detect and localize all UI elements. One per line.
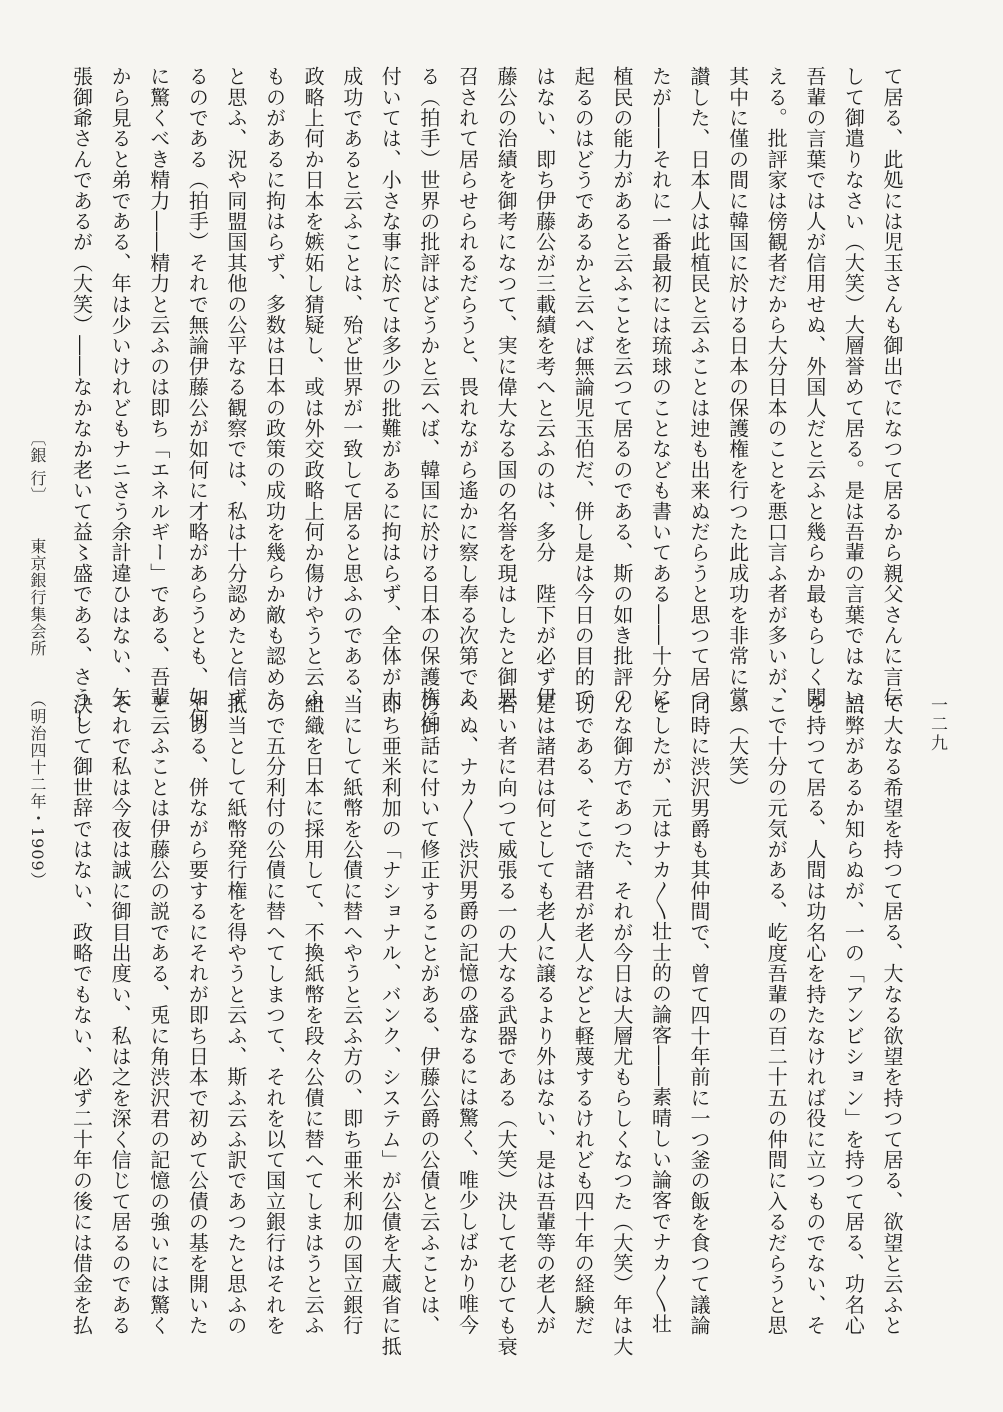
- text-column: をしたが、元はナカ〳〵壮士的の論客――素晴しい論客でナカ〳〵壮: [648, 694, 673, 1335]
- footer-venue: 東京銀行集会所: [28, 538, 47, 658]
- text-column: 即ち亜米利加の「ナショナル、バンク、システム」が公債を大蔵省に抵: [378, 694, 403, 1357]
- text-column: 付いては、小さな事に於ては多少の批難があるに拘はらず、全体が大: [378, 66, 403, 708]
- text-column: 讃した、日本人は此植民と云ふことは迚も出来ぬだらうと思つて居つ: [687, 66, 712, 708]
- text-column: 吾輩の言葉では人が信用せぬ、外国人だと云ふと幾らか最もらしく聞: [802, 66, 827, 708]
- text-column: 当にして紙幣を公債に替へやうと云ふ方の、即ち亜米利加の国立銀行: [339, 694, 364, 1336]
- text-column: 組織を日本に採用して、不換紙幣を段々公債に替へてしまはうと云ふ: [301, 694, 326, 1336]
- text-block-top: [62, 66, 911, 729]
- text-column: から見ると弟である、年は少いけれどもナニさう余計違ひはない、矢: [108, 66, 133, 708]
- text-column: 決して御世辞ではない、政略でもない、必ず二十年の後には借金を払: [69, 694, 94, 1336]
- text-column: である、併ながら要するにそれが即ち日本で初めて公債の基を開いた: [185, 694, 210, 1336]
- text-column: 若い者に向つて威張る一の大なる武器である（大笑）決して老ひても衰: [494, 694, 519, 1357]
- footer-date: （明治四十二年・1909）: [28, 691, 47, 889]
- page-number: 一二九: [927, 696, 947, 753]
- text-column: と思ふ、況や同盟国其他の公平なる観察では、私は十分認めたと信ず: [223, 66, 248, 708]
- text-column: 抵当として紙幣発行権を得やうと云ふ、斯ふ云ふ訳であつたと思ふの: [223, 694, 248, 1336]
- text-column: ふ（大笑）: [725, 694, 750, 798]
- text-column: 張御爺さんであるが（大笑）――なかなか老いて益〻盛である、さうし: [69, 66, 94, 729]
- text-column: ものがあるに拘はらず、多数は日本の政策の成功を幾らか敵も認めた: [262, 66, 287, 708]
- text-column: へぬ、ナカ〳〵渋沢男爵の記憶の盛なるには驚く、唯少しばかり唯今: [455, 694, 480, 1335]
- text-column: 藤公の治績を御考になつて、実に偉大なる国の名誉を現はしたと御思: [494, 66, 519, 708]
- text-column: 其中に僅の間に韓国に於ける日本の保護権を行つた此成功を非常に賞: [725, 66, 750, 708]
- text-column: る（拍手）世界の批評はどうかと云へば、韓国に於ける日本の保護権に: [416, 66, 441, 729]
- text-column: ので五分利付の公債に替へてしまつて、それを以て国立銀行はそれを: [262, 694, 287, 1336]
- text-column: 是は諸君は何としても老人に譲るより外はない、是は吾輩等の老人が: [532, 694, 557, 1336]
- text-column: える。批評家は傍観者だから大分日本のことを悪口言ふ者が多いが、: [764, 66, 789, 708]
- text-block-bottom: [62, 694, 911, 1357]
- text-column: こで十分の元気がある、屹度吾輩の百二十五の仲間に入るだらうと思: [764, 694, 789, 1336]
- text-column: んな御方であつた、それが今日は大層尤もらしくなつた（大笑）年は大: [609, 694, 634, 1357]
- text-column: はない、即ち伊藤公が三載績を考へと云ふのは、多分 陛下が必ず伊: [532, 66, 557, 708]
- text-column: 切である、そこで諸君が老人などと軽蔑するけれども四十年の経験だ: [571, 694, 596, 1336]
- text-column: と云ふことは伊藤公の説である、兎に角渋沢君の記憶の強いには驚く: [146, 694, 171, 1336]
- footer-label: 〔銀 行〕: [28, 430, 47, 505]
- footer: [26, 430, 49, 889]
- text-column: て大なる希望を持つて居る、大なる欲望を持つて居る、欲望と云ふと: [880, 694, 904, 1336]
- text-column: て居る、此処には児玉さんも御出でになつて居るから親父さんに言伝: [880, 66, 904, 708]
- text-column: を持つて居る、人間は功名心を持たなければ役に立つものでない、そ: [802, 694, 827, 1336]
- text-column: たが――それに一番最初には琉球のことなども書いてある――十分に: [648, 66, 673, 708]
- text-column: して御遣りなさい（大笑）大層誉めて居る。是は吾輩の言葉ではない、: [841, 66, 866, 729]
- text-column: 召されて居らせられるだらうと、畏れながら遙かに察し奉る次第であ: [455, 66, 480, 708]
- text-column: 同時に渋沢男爵も其仲間で、曾て四十年前に一つ釜の飯を食つて議論: [687, 694, 712, 1336]
- text-column: るのである（拍手）それで無論伊藤公が如何に才略があらうとも、如何: [185, 66, 210, 729]
- text-column: それで私は今夜は誠に御目出度い、私は之を深く信じて居るのである: [108, 694, 133, 1336]
- text-column: 語弊があるか知らぬが、一の「アンビション」を持つて居る、功名心: [841, 694, 866, 1336]
- text-column: の御話に付いて修正することがある、伊藤公爵の公債と云ふことは、: [416, 694, 441, 1336]
- text-column: 政略上何か日本を嫉妬し猜疑し、或は外交政略上何か傷けやうと云ふ: [301, 66, 326, 708]
- text-column: 植民の能力があると云ふことを云つて居るのである、斯の如き批評の: [609, 66, 634, 708]
- text-column: 成功であると云ふことは、殆ど世界が一致して居ると思ふのである、: [339, 66, 364, 708]
- text-column: に驚くべき精力――精力と云ふのは即ち「エネルギー」である、吾輩: [146, 66, 171, 708]
- text-column: 起るのはどうであるかと云へば無論児玉伯だ、併し是は今日の目的で: [571, 66, 596, 708]
